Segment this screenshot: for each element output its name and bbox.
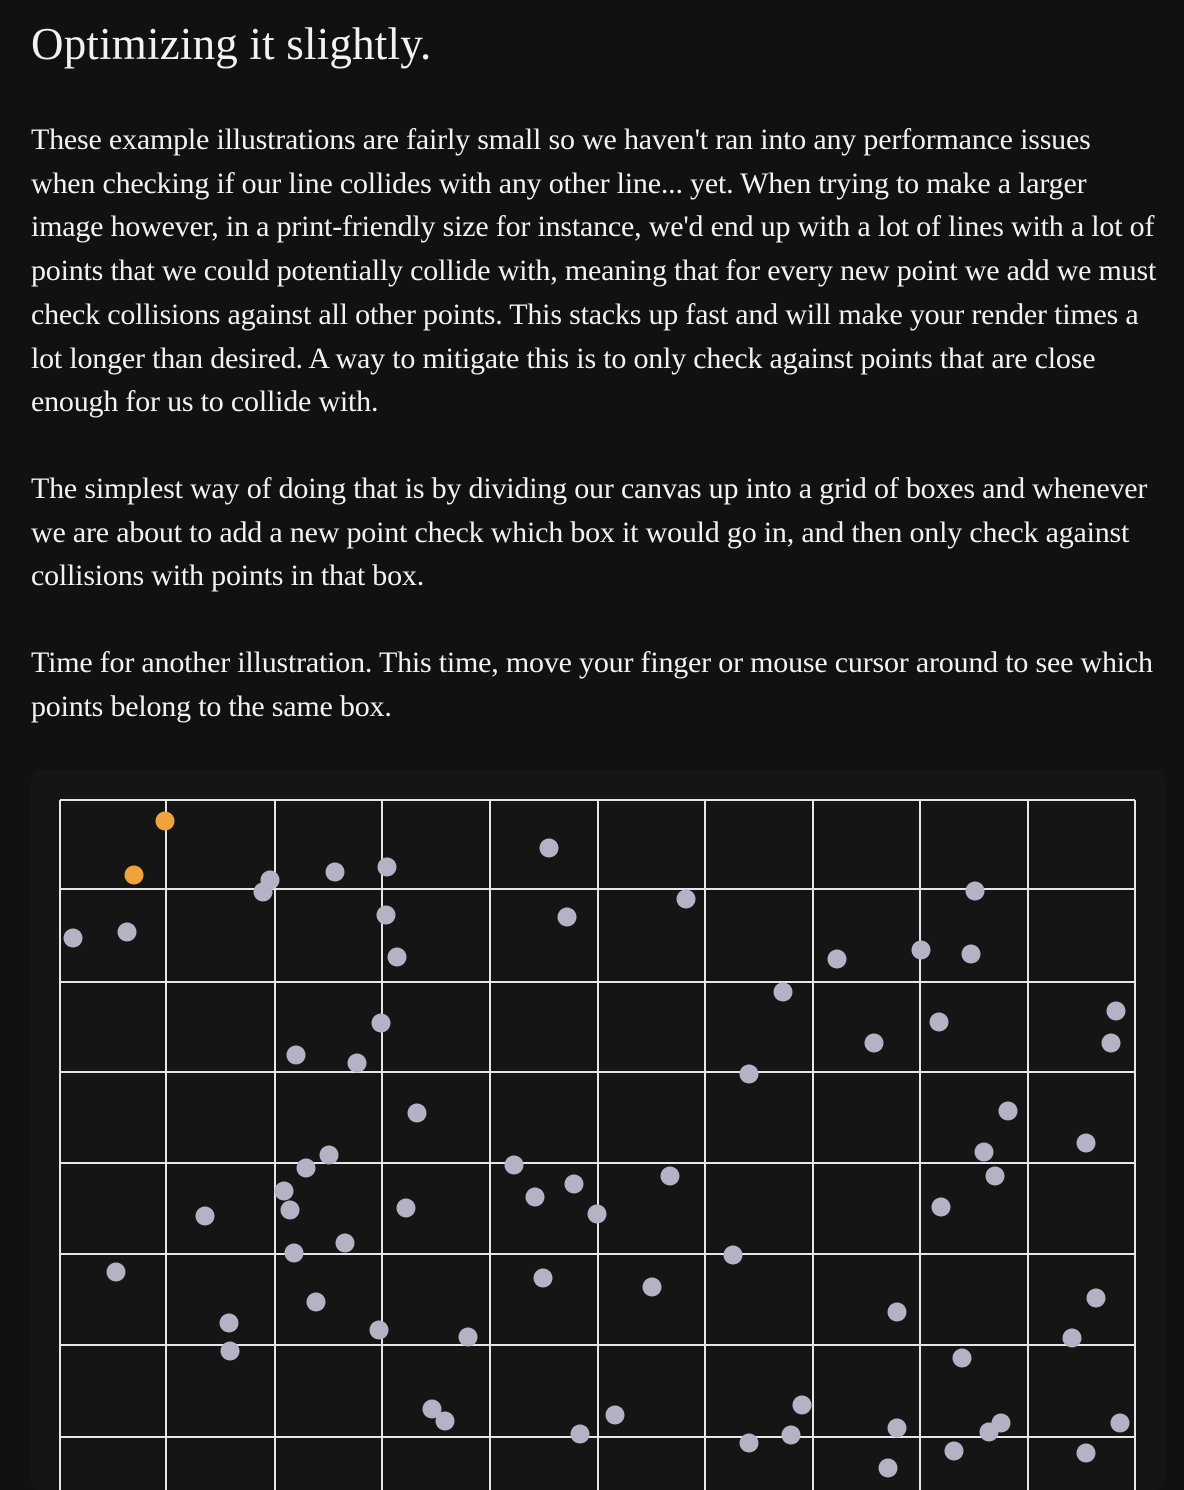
grid-point: [953, 1349, 972, 1368]
grid-point: [505, 1156, 524, 1175]
grid-point: [377, 906, 396, 925]
article: [31, 0, 1161, 723]
grid-point: [966, 882, 985, 901]
grid-point: [774, 983, 793, 1002]
grid-illustration-canvas[interactable]: [31, 770, 1165, 1490]
grid-point: [986, 1167, 1005, 1186]
grid-point: [526, 1188, 545, 1207]
grid-point: [1107, 1002, 1126, 1021]
grid-point: [912, 941, 931, 960]
section-heading: Optimizing it slightly.: [31, 19, 432, 69]
grid-point: [571, 1425, 590, 1444]
grid-point: [320, 1146, 339, 1165]
grid-point: [1063, 1329, 1082, 1348]
grid-point: [459, 1328, 478, 1347]
grid-point: [565, 1175, 584, 1194]
grid-point: [348, 1054, 367, 1073]
grid-point: [534, 1269, 553, 1288]
grid-point: [196, 1207, 215, 1226]
grid-point: [782, 1426, 801, 1445]
paragraph-illustration-intro: Time for another illustration. This time, move your finger or mouse cursor around to see which points belong to the same box.: [31, 646, 1153, 723]
grid-point: [740, 1065, 759, 1084]
grid-point: [588, 1205, 607, 1224]
grid-point: [828, 950, 847, 969]
grid-point: [397, 1199, 416, 1218]
grid-point: [540, 839, 559, 858]
grid-point: [962, 945, 981, 964]
grid-point: [107, 1263, 126, 1282]
grid-point: [370, 1321, 389, 1340]
grid-point: [606, 1406, 625, 1425]
grid-point: [220, 1314, 239, 1333]
grid-point: [879, 1459, 898, 1478]
grid-point: [888, 1419, 907, 1438]
grid-point: [275, 1182, 294, 1201]
grid-point: [64, 929, 83, 948]
grid-point: [287, 1046, 306, 1065]
grid-point: [888, 1303, 907, 1322]
grid-point: [1102, 1034, 1121, 1053]
grid-point: [281, 1201, 300, 1220]
grid-point: [307, 1293, 326, 1312]
grid-point: [378, 858, 397, 877]
grid-point: [1111, 1414, 1130, 1433]
grid-illustration-panel[interactable]: [31, 770, 1165, 1490]
grid-point: [558, 908, 577, 927]
grid-point: [677, 890, 696, 909]
grid-point: [221, 1342, 240, 1361]
grid-point-highlighted: [125, 866, 144, 885]
paragraph-grid-explanation: The simplest way of doing that is by dividing our canvas up into a grid of boxes and whenever we are about to add a new point check which box it would go in, and then only check against collisions with points in that box.: [31, 472, 1148, 593]
grid-point: [724, 1246, 743, 1265]
grid-point: [388, 948, 407, 967]
grid-point: [1077, 1134, 1096, 1153]
grid-point: [1087, 1289, 1106, 1308]
grid-point: [436, 1412, 455, 1431]
grid-point: [408, 1104, 427, 1123]
grid-point: [261, 871, 280, 890]
paragraph-performance: These example illustrations are fairly small so we haven't ran into any performance issues when checking if our line collides with any other line... yet. When trying to make a larger image however, in a print-friendly size for instance, we'd end up with a lot of lines with a lot of points that we could potentially collide with, meaning that for every new point we add we must check collisions against all other points. This stacks up fast and will make your render times a lot longer than desired. A way to mitigate this is to only check against points that are close enough for us to collide with.: [31, 123, 1157, 419]
grid-point: [999, 1102, 1018, 1121]
grid-point: [1077, 1444, 1096, 1463]
grid-point: [372, 1014, 391, 1033]
grid-point: [945, 1442, 964, 1461]
grid-point: [975, 1143, 994, 1162]
grid-point: [661, 1167, 680, 1186]
grid-point: [118, 923, 137, 942]
grid-point: [643, 1278, 662, 1297]
grid-point: [793, 1396, 812, 1415]
grid-point: [865, 1034, 884, 1053]
grid-point: [930, 1013, 949, 1032]
grid-point-highlighted: [156, 812, 175, 831]
grid-point: [980, 1423, 999, 1442]
grid-point: [740, 1434, 759, 1453]
grid-point: [336, 1234, 355, 1253]
grid-point: [297, 1159, 316, 1178]
grid-point: [932, 1198, 951, 1217]
grid-point: [285, 1244, 304, 1263]
grid-point: [326, 863, 345, 882]
